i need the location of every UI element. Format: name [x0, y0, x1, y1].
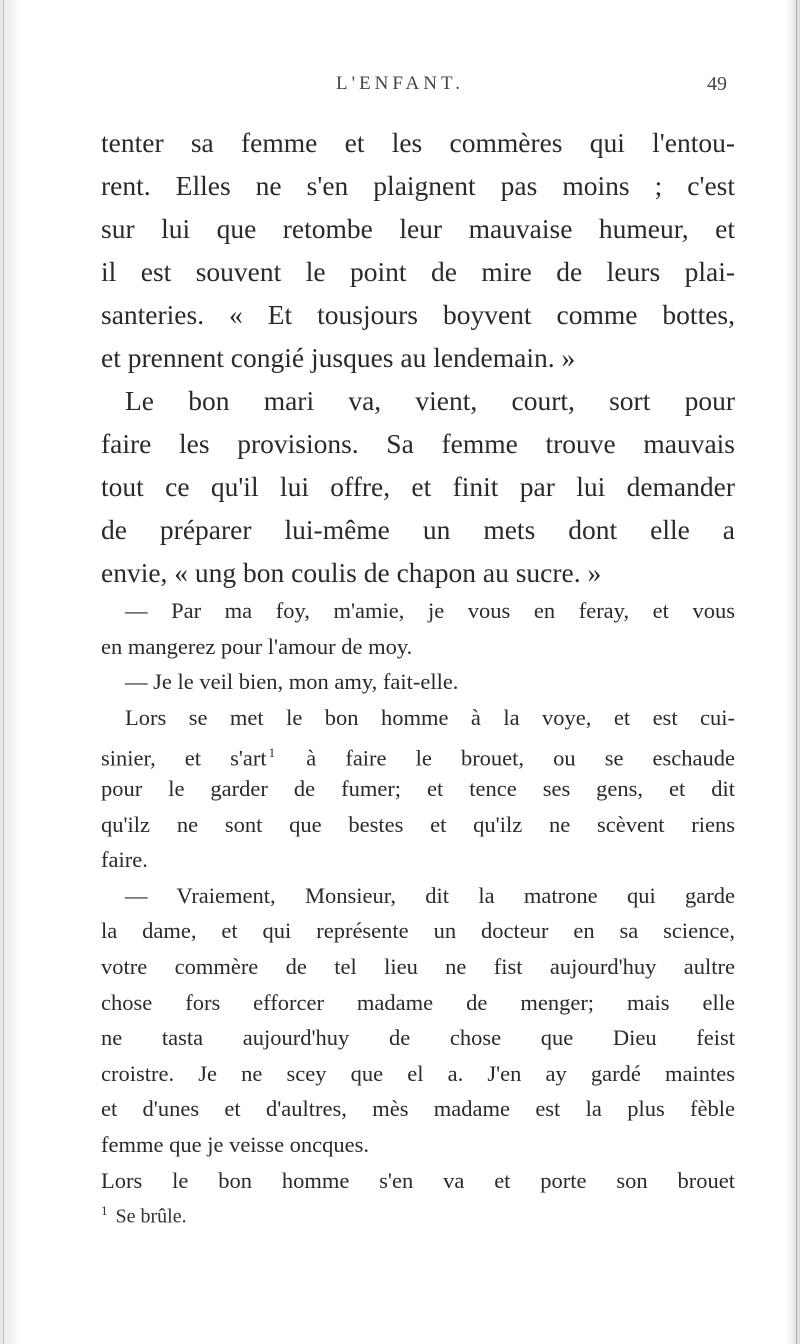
page-number: 49: [707, 73, 727, 95]
text-line: de préparer lui-même un mets dont elle a: [101, 514, 735, 545]
quote-line: la dame, et qui représente un docteur en sa science,: [101, 918, 735, 944]
text-line: santeries. « Et tousjours boyvent comme bottes,: [101, 299, 735, 330]
text-line: il est souvent le point de mire de leurs plai-: [101, 256, 735, 287]
quote-line: votre commère de tel lieu ne fist aujourd'huy aultre: [101, 953, 735, 979]
footnote-reference: 1: [268, 745, 276, 761]
quote-line-with-footnote: [101, 735, 735, 771]
text-line: tout ce qu'il lui offre, et finit par lui demander: [101, 471, 735, 502]
main-paragraph: [101, 121, 735, 594]
text-line: Le bon mari va, vient, court, sort pour: [125, 385, 735, 416]
book-spine-edge: [0, 0, 20, 1344]
footnote: [101, 1203, 187, 1229]
text-line: faire les provisions. Sa femme trouve mauvais: [101, 428, 735, 459]
quote-line: faire.: [101, 847, 148, 873]
quote-line: chose fors efforcer madame de menger; mais elle: [101, 989, 735, 1015]
quote-line: et d'unes et d'aultres, mès madame est la plus fèble: [101, 1096, 735, 1122]
quote-line: femme que je veisse oncques.: [101, 1131, 370, 1157]
quote-line: — Je le veil bien, mon amy, fait-elle.: [125, 669, 459, 695]
quote-line: — Par ma foy, m'amie, je vous en feray, et vous: [125, 598, 735, 623]
quote-line: — Vraiement, Monsieur, dit la matrone qui garde: [125, 882, 735, 908]
text-line: rent. Elles ne s'en plaignent pas moins ; c'est: [101, 170, 735, 201]
quote-line: ne tasta aujourd'huy de chose que Dieu feist: [101, 1025, 735, 1051]
quoted-passage: [101, 593, 735, 1198]
running-title: L'ENFANT.: [336, 73, 464, 94]
footnote-marker: 1: [101, 1203, 108, 1218]
quote-text-fragment: sinier, et s'art: [101, 745, 267, 771]
text-line: sur lui que retombe leur mauvaise humeur, et: [101, 213, 735, 244]
text-line: tenter sa femme et les commères qui l'entou-: [101, 127, 735, 158]
text-line: et prennent congié jusques au lendemain. »: [101, 342, 576, 373]
page-fore-edge: [786, 0, 800, 1344]
quote-line: pour le garder de fumer; et tence ses gens, et dit: [101, 775, 735, 801]
quote-text-fragment: à faire le brouet, ou se eschaude: [277, 745, 735, 771]
footnote-text: Se brûle.: [115, 1205, 187, 1228]
quote-line: Lors se met le bon homme à la voye, et est cui-: [125, 704, 735, 730]
quote-line: Lors le bon homme s'en va et porte son brouet: [101, 1167, 735, 1193]
text-line: envie, « ung bon coulis de chapon au sucre. »: [101, 557, 602, 588]
quote-line: en mangerez pour l'amour de moy.: [101, 633, 413, 659]
quote-line: qu'ilz ne sont que bestes et qu'ilz ne scèvent riens: [101, 811, 735, 837]
quote-line: croistre. Je ne scey que el a. J'en ay gardé maintes: [101, 1060, 735, 1086]
